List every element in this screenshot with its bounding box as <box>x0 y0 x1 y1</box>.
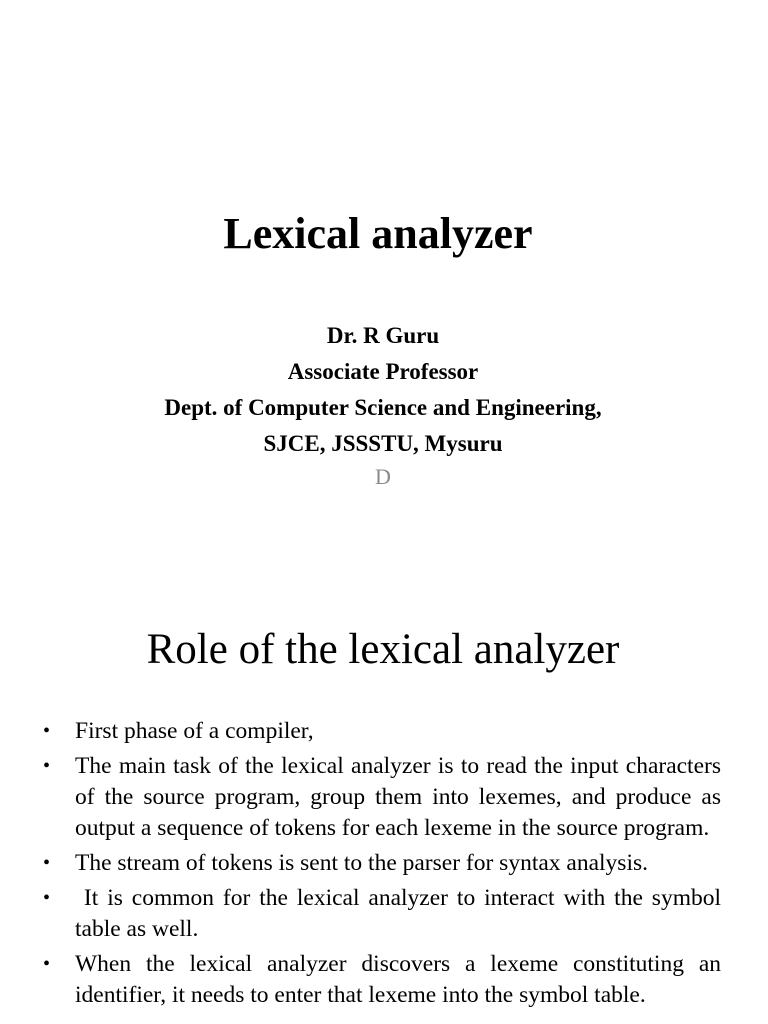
content-title: Role of the lexical analyzer <box>146 626 620 673</box>
author-department: Dept. of Computer Science and Engineering, <box>164 395 602 420</box>
bullet-icon: • <box>43 887 51 909</box>
slide-title: Lexical analyzer <box>223 209 533 258</box>
author-name: Dr. R Guru <box>326 323 440 348</box>
bullet-item <box>40 949 721 1011</box>
bullet-item <box>40 716 721 747</box>
bullet-text: First phase of a compiler, <box>75 718 314 744</box>
content-slide <box>0 600 768 1024</box>
slide-marker: D <box>375 464 391 489</box>
bullet-icon: • <box>43 720 51 742</box>
author-institution: SJCE, JSSSTU, Mysuru <box>263 431 503 456</box>
bullet-text: It is common for the lexical analyzer to interact with the symbol table as well. <box>75 885 727 942</box>
bullet-item <box>40 883 727 945</box>
bullet-item <box>40 751 721 844</box>
author-block <box>0 318 766 462</box>
bullet-icon: • <box>43 755 51 777</box>
author-designation: Associate Professor <box>287 359 479 384</box>
bullet-text: The main task of the lexical analyzer is to read the input characters of the source program, group them into lexemes, and produce as output a sequence of tokens for each lexeme in the source program. <box>75 753 721 841</box>
bullet-text: The stream of tokens is sent to the parser for syntax analysis. <box>75 850 648 876</box>
bullet-icon: • <box>43 852 51 874</box>
bullet-list <box>40 716 727 1015</box>
bullet-text: When the lexical analyzer discovers a lexeme constituting an identifier, it needs to enter that lexeme into the symbol table. <box>75 951 721 1008</box>
bullet-icon: • <box>43 953 51 975</box>
bullet-item <box>40 848 721 879</box>
